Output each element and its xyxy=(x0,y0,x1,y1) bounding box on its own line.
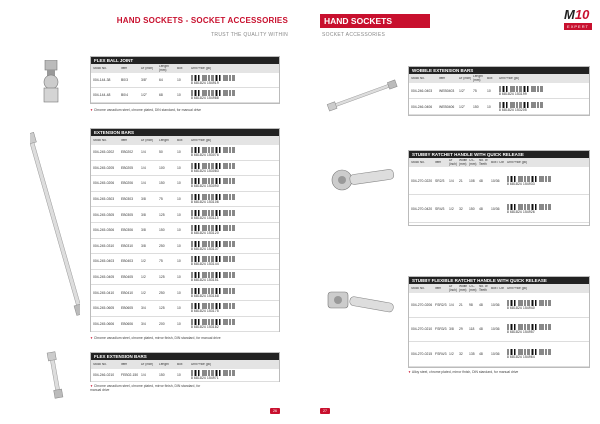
cell-width: 21 xyxy=(459,302,463,307)
table-row xyxy=(91,88,279,103)
cell-stock: 004-270-0206 xyxy=(411,302,433,307)
cell-box: 10/36 xyxy=(491,178,500,183)
barcode xyxy=(191,319,235,329)
left-header: HAND SOCKETS - SOCKET ACCESSORIES xyxy=(116,16,288,25)
table-row xyxy=(91,73,279,88)
table-row xyxy=(91,161,279,177)
cell-stock: 004-245-0606 xyxy=(93,321,115,326)
extension-bars-note: ▼ Chrome vanadium steel, chrome plated, mirror finish, DIN standard, for manual drive xyxy=(90,336,280,340)
col-teeth: No. of Teeth xyxy=(479,284,488,292)
cell-item: EB0410 xyxy=(121,290,134,295)
table-header xyxy=(409,284,589,293)
cell-stock: 004-245-0605 xyxy=(93,306,115,311)
barcode xyxy=(507,176,551,186)
cell-item: EB0206 xyxy=(121,181,134,186)
cell-stock: 004-245-0403 xyxy=(93,259,115,264)
cell-stock: 004-246-0403 xyxy=(411,88,433,93)
cell-length: 250 xyxy=(159,243,165,248)
table-header xyxy=(91,64,279,73)
barcode xyxy=(191,75,235,85)
cell-item: SR4/3 xyxy=(435,206,445,211)
section-title: EXTENSION BARS xyxy=(91,129,279,136)
cell-box: 10 xyxy=(177,165,181,170)
col-item: Item xyxy=(121,66,128,70)
table-row xyxy=(91,270,279,286)
logo-ten: 10 xyxy=(574,7,590,22)
cell-item: EB0605 xyxy=(121,306,134,311)
barcode-number: 8 681824 154971 xyxy=(191,376,219,380)
barcode xyxy=(191,303,235,313)
table-row xyxy=(91,301,279,317)
barcode-number: 8 681824 154940 xyxy=(507,305,535,310)
table-row xyxy=(91,239,279,255)
col-item: Item xyxy=(439,76,446,80)
table-row xyxy=(409,342,589,367)
cell-item: EB0205 xyxy=(121,165,134,170)
col-price: Unit Price (pc) xyxy=(191,66,212,70)
cell-item: SR2/3 xyxy=(435,178,445,183)
barcode xyxy=(507,349,551,359)
cell-teeth: 48 xyxy=(479,178,483,183)
barcode-number: 8 681824 153175 xyxy=(191,309,219,314)
cell-stock: 004-270-0215 xyxy=(411,351,433,356)
table-row xyxy=(91,285,279,301)
col-dr: Dr (inch) xyxy=(141,138,154,142)
cell-length: 200 xyxy=(159,321,165,326)
barcode-number: 8 681824 153205 xyxy=(499,107,527,112)
cell-box: 10 xyxy=(177,228,181,233)
stubby-pivot-ratchet-table xyxy=(408,276,590,368)
cell-item: EB0303 xyxy=(121,197,134,202)
barcode-number: 8 681824 153144 xyxy=(191,262,219,267)
cell-length: 68 xyxy=(159,93,163,97)
barcode-number: 8 681824 153151 xyxy=(191,278,219,283)
cell-item: EB0405 xyxy=(121,275,134,280)
cell-dr: 1/2 xyxy=(141,290,146,295)
barcode-number: 8 681824 153182 xyxy=(191,324,219,329)
cell-item: FEB02-150 xyxy=(121,373,139,377)
col-width: Width (mm) xyxy=(459,284,468,292)
cell-item: FSR4/3 xyxy=(435,351,447,356)
col-stock: Stock No. xyxy=(93,138,107,142)
cell-dr: 1/2 xyxy=(141,275,146,280)
barcode-number: 8 681824 153168 xyxy=(191,293,219,298)
cell-teeth: 48 xyxy=(479,327,483,332)
barcode-number: 8 681824 154926 xyxy=(507,209,535,214)
table-header xyxy=(409,74,589,83)
wobble-extension-bar-image xyxy=(322,70,402,120)
section-title: WOBBLE EXTENSION BARS xyxy=(409,67,589,74)
table-row xyxy=(409,167,589,195)
left-tagline: TRUST THE QUALITY WITHIN xyxy=(211,32,288,38)
barcode xyxy=(191,210,235,220)
cell-dr: 3/8 xyxy=(141,243,146,248)
cell-length: 150 xyxy=(159,373,165,377)
cell-stock: 004-270-0420 xyxy=(411,206,433,211)
cell-item: EB0202 xyxy=(121,150,134,155)
table-row xyxy=(91,223,279,239)
col-price: Unit Price (pc) xyxy=(191,138,212,142)
cell-stock: 004-245-0305 xyxy=(93,212,115,217)
col-box: Box / Ctn xyxy=(491,160,505,164)
cell-length: 75 xyxy=(473,88,477,93)
table-header xyxy=(409,158,589,167)
cell-dr: 1/2" xyxy=(141,93,147,97)
barcode xyxy=(499,102,543,112)
cell-length: 250 xyxy=(159,290,165,295)
cell-ol: 98 xyxy=(469,302,473,307)
cell-dr: 1/4 xyxy=(449,178,454,183)
barcode xyxy=(499,86,543,96)
cell-stock: 004-245-0410 xyxy=(93,290,115,295)
col-price: Unit Price (pc) xyxy=(507,286,528,290)
barcode-number: 8 681824 154964 xyxy=(507,354,535,359)
cell-box: 10 xyxy=(177,321,181,326)
cell-width: 32 xyxy=(459,351,463,356)
barcode xyxy=(191,370,235,380)
barcode-number: 8 681824 154919 xyxy=(191,81,219,85)
col-ol: O.L. (mm) xyxy=(469,158,477,166)
cell-box: 10 xyxy=(177,306,181,311)
cell-box: 10 xyxy=(177,290,181,295)
table-row xyxy=(91,192,279,208)
cell-dr: 3/8 xyxy=(141,228,146,233)
cell-stock: 004-270-0210 xyxy=(411,327,433,332)
table-row xyxy=(91,207,279,223)
barcode-number: 8 681824 154933 xyxy=(507,181,535,186)
cell-dr: 3/8 xyxy=(141,197,146,202)
barcode xyxy=(507,204,551,214)
extension-bar-image xyxy=(30,120,80,330)
cell-box: 10 xyxy=(177,243,181,248)
cell-dr: 3/4 xyxy=(141,306,146,311)
barcode xyxy=(191,288,235,298)
cell-ol: 150 xyxy=(469,206,475,211)
cell-stock: 004-245-0303 xyxy=(93,197,115,202)
barcode xyxy=(191,163,235,173)
stubby-ratchet-table xyxy=(408,150,590,226)
cell-dr: 1/4 xyxy=(141,373,146,377)
col-dr: Dr (inch) xyxy=(449,284,457,292)
cell-stock: 004-245-0310 xyxy=(93,243,115,248)
cell-stock: 004-245-0202 xyxy=(93,150,115,155)
cell-stock: 004-245-0306 xyxy=(93,228,115,233)
section-title: FLEX BALL JOINT xyxy=(91,57,279,64)
table-row xyxy=(91,317,279,333)
cell-dr: 1/4 xyxy=(141,165,146,170)
col-length: Length (mm) xyxy=(159,64,169,72)
cell-dr: 1/2" xyxy=(459,104,465,109)
flex-extension-bars-note: ▼ Chrome vanadium steel, chrome plated, mirror finish, DIN standard, for manual drive xyxy=(90,384,210,392)
cell-item: B0/3 xyxy=(121,78,128,82)
cell-dr: 1/2" xyxy=(459,88,465,93)
right-page xyxy=(300,0,600,424)
cell-box: 10/36 xyxy=(491,302,500,307)
barcode-number: 8 681824 153076 xyxy=(191,153,219,158)
cell-box: 10/36 xyxy=(491,206,500,211)
cell-item: WEB0406 xyxy=(439,104,455,109)
table-row xyxy=(91,176,279,192)
cell-teeth: 48 xyxy=(479,351,483,356)
flex-ball-joint-table xyxy=(90,56,280,104)
cell-item: FSR3/3 xyxy=(435,327,447,332)
cell-width: 21 xyxy=(459,178,463,183)
barcode-number: 8 681824 153120 xyxy=(191,231,219,236)
table-row xyxy=(409,83,589,99)
col-box: Box / Ctn xyxy=(491,286,505,290)
cell-item: EB0305 xyxy=(121,212,134,217)
cell-box: 10 xyxy=(177,212,181,217)
table-header xyxy=(91,136,279,145)
logo-wordmark xyxy=(564,8,592,22)
barcode-number: 8 681824 153113 xyxy=(191,215,219,220)
cell-stock: 004-144-48 xyxy=(93,93,111,97)
barcode-number: 8 681824 154988 xyxy=(191,96,219,100)
cell-stock: 004-245-0206 xyxy=(93,181,115,186)
cell-stock: 004-246-0406 xyxy=(411,104,433,109)
table-row xyxy=(91,254,279,270)
barcode xyxy=(507,300,551,310)
extension-bars-table xyxy=(90,128,280,332)
cell-dr: 1/2 xyxy=(449,351,454,356)
barcode-number: 8 681824 153106 xyxy=(191,200,219,205)
cell-item: EB0606 xyxy=(121,321,134,326)
left-page-number: 26 xyxy=(270,408,280,414)
col-dr: Dr (inch) xyxy=(141,66,154,70)
cell-length: 100 xyxy=(159,165,165,170)
barcode xyxy=(191,272,235,282)
cell-dr: 1/4 xyxy=(449,302,454,307)
col-width: Width (mm) xyxy=(459,158,468,166)
barcode-number: 8 681824 153137 xyxy=(191,246,219,251)
cell-box: 10 xyxy=(177,93,181,97)
table-row xyxy=(409,99,589,115)
cell-item: FSR2/3 xyxy=(435,302,447,307)
cell-item: EB0310 xyxy=(121,243,134,248)
cell-box: 10/36 xyxy=(491,351,500,356)
col-box: Box xyxy=(487,76,493,80)
cell-width: 32 xyxy=(459,206,463,211)
barcode-number: 8 681824 153083 xyxy=(191,168,219,173)
barcode xyxy=(191,241,235,251)
table-row xyxy=(91,145,279,161)
cell-stock: 004-246-0210 xyxy=(93,373,115,377)
cell-box: 10 xyxy=(177,181,181,186)
cell-dr: 3/8 xyxy=(141,212,146,217)
logo-strip: EXPERT xyxy=(564,23,592,30)
col-stock: Stock No. xyxy=(411,76,425,80)
cell-item: B0/4 xyxy=(121,93,128,97)
section-title: FLEX EXTENSION BARS xyxy=(91,353,279,360)
col-dr: Dr (inch) xyxy=(449,158,457,166)
barcode-number: 8 681824 154957 xyxy=(507,330,535,335)
cell-box: 10 xyxy=(487,88,491,93)
cell-stock: 004-245-0205 xyxy=(93,165,115,170)
table-row xyxy=(409,195,589,223)
cell-box: 10 xyxy=(177,373,181,377)
cell-dr: 3/4 xyxy=(141,321,146,326)
cell-box: 10 xyxy=(487,104,491,109)
col-price: Unit Price (pc) xyxy=(499,76,520,80)
cell-dr: 1/2 xyxy=(141,259,146,264)
col-stock: Stock No. xyxy=(411,160,425,164)
col-item: Item xyxy=(121,362,128,366)
cell-stock: 004-245-0405 xyxy=(93,275,115,280)
cell-ol: 135 xyxy=(469,351,475,356)
barcode xyxy=(191,225,235,235)
col-length: Length xyxy=(159,138,169,142)
cell-teeth: 48 xyxy=(479,302,483,307)
flex-ball-joint-note: ▼ Chrome vanadium steel, chrome plated, DIN standard, for manual drive xyxy=(90,108,280,112)
cell-item: EB0306 xyxy=(121,228,134,233)
barcode xyxy=(191,178,235,188)
barcode xyxy=(191,256,235,266)
cell-length: 75 xyxy=(159,259,163,264)
barcode xyxy=(191,90,235,100)
barcode xyxy=(507,324,551,334)
cell-length: 150 xyxy=(159,181,165,186)
col-item: Item xyxy=(435,286,442,290)
m10-logo xyxy=(564,8,592,34)
col-box: Box xyxy=(177,138,183,142)
cell-dr: 3/8 xyxy=(449,327,454,332)
col-length: Length (mm) xyxy=(473,74,483,82)
col-stock: Stock No. xyxy=(93,362,107,366)
cell-dr: 1/2 xyxy=(449,206,454,211)
col-box: Box xyxy=(177,66,183,70)
stubby-pivot-ratchet-note: ▼ Alloy steel, chrome plated, mirror finish, DIN standard, for manual drive xyxy=(408,370,590,374)
logo-m: M xyxy=(564,7,575,22)
right-page-number: 27 xyxy=(320,408,330,414)
barcode-number: 8 681824 153199 xyxy=(499,91,527,96)
barcode xyxy=(191,194,235,204)
col-dr: Dr (inch) xyxy=(141,362,154,366)
cell-ol: 108 xyxy=(469,178,475,183)
col-stock: Stock No. xyxy=(411,286,425,290)
wobble-extension-bars-table xyxy=(408,66,590,116)
section-title: STUBBY RATCHET HANDLE WITH QUICK RELEASE xyxy=(409,151,589,158)
cell-stock: 004-144-38 xyxy=(93,78,111,82)
col-teeth: No. of Teeth xyxy=(479,158,488,166)
cell-length: 125 xyxy=(159,275,165,280)
cell-box: 10 xyxy=(177,197,181,202)
barcode xyxy=(191,147,235,157)
cell-box: 10 xyxy=(177,78,181,82)
col-dr: Dr (inch) xyxy=(459,76,472,80)
cell-box: 10 xyxy=(177,259,181,264)
cell-dr: 3/8" xyxy=(141,78,147,82)
cell-dr: 1/4 xyxy=(141,150,146,155)
cell-length: 125 xyxy=(159,306,165,311)
right-header: HAND SOCKETS xyxy=(320,14,430,28)
cell-teeth: 48 xyxy=(479,206,483,211)
cell-length: 64 xyxy=(159,78,163,82)
cell-item: WEB0403 xyxy=(439,88,455,93)
table-row xyxy=(409,293,589,318)
cell-ol: 118 xyxy=(469,327,475,332)
col-ol: O.L. (mm) xyxy=(469,284,477,292)
table-header xyxy=(91,360,279,369)
stubby-ratchet-image xyxy=(328,160,398,200)
col-item: Item xyxy=(121,138,128,142)
cell-width: 29 xyxy=(459,327,463,332)
col-stock: Stock No. xyxy=(93,66,107,70)
cell-box: 10 xyxy=(177,150,181,155)
col-box: Box xyxy=(177,362,183,366)
flex-extension-bar-image xyxy=(40,350,70,400)
cell-length: 75 xyxy=(159,197,163,202)
cell-length: 50 xyxy=(159,150,163,155)
section-title: STUBBY FLEXIBLE RATCHET HANDLE WITH QUICK RELEASE xyxy=(409,277,589,284)
flex-extension-bars-table xyxy=(90,352,280,382)
cell-item: EB0403 xyxy=(121,259,134,264)
cell-length: 150 xyxy=(159,228,165,233)
col-item: Item xyxy=(435,160,442,164)
table-row xyxy=(409,318,589,343)
col-length: Length xyxy=(159,362,169,366)
table-row xyxy=(91,369,279,382)
col-price: Unit Price (pc) xyxy=(507,160,528,164)
col-price: Unit Price (pc) xyxy=(191,362,212,366)
cell-box: 10 xyxy=(177,275,181,280)
barcode-number: 8 681824 153090 xyxy=(191,184,219,189)
stubby-pivot-ratchet-image xyxy=(324,280,398,324)
right-subheader: SOCKET ACCESSORIES xyxy=(322,32,386,38)
cell-stock: 004-270-0220 xyxy=(411,178,433,183)
cell-dr: 1/4 xyxy=(141,181,146,186)
cell-length: 125 xyxy=(159,212,165,217)
cell-box: 10/36 xyxy=(491,327,500,332)
cell-length: 150 xyxy=(473,104,479,109)
flex-ball-joint-image xyxy=(36,60,66,104)
